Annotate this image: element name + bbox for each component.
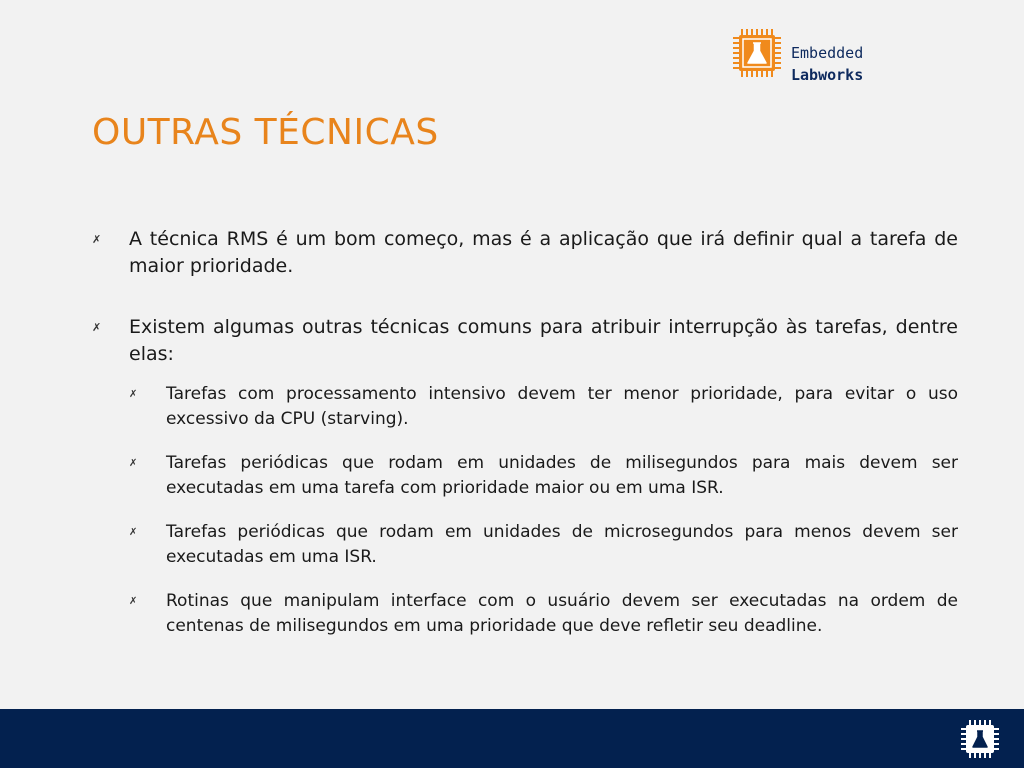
sub-bullet-text: Tarefas periódicas que rodam em unidades de microsegundos para menos devem ser executadas em uma ISR.	[166, 522, 958, 567]
sub-bullet-item	[129, 589, 958, 639]
bullet-icon: ✗	[92, 233, 102, 246]
chip-flask-icon	[960, 719, 1000, 759]
bullet-list	[92, 226, 958, 658]
sub-bullet-item	[129, 382, 958, 432]
bullet-icon: ✗	[129, 389, 138, 400]
sub-bullet-item	[129, 520, 958, 570]
brand-line-1: Embedded	[791, 44, 864, 62]
bullet-icon: ✗	[129, 596, 138, 607]
bullet-icon: ✗	[129, 527, 138, 538]
brand-line-2: Labworks	[791, 66, 864, 84]
slide-title: OUTRAS TÉCNICAS	[92, 112, 439, 153]
bullet-item	[92, 314, 958, 368]
sub-bullet-text: Rotinas que manipulam interface com o usuário devem ser executadas na ordem de centenas de milisegundos em uma prioridade que deve refletir seu deadline.	[166, 591, 958, 636]
bullet-item	[92, 226, 958, 280]
bullet-icon: ✗	[92, 321, 102, 334]
sub-bullet-item	[129, 451, 958, 501]
embedded-labworks-logo	[731, 27, 891, 87]
chip-flask-icon	[731, 27, 783, 79]
bullet-icon: ✗	[129, 458, 138, 469]
bullet-text: A técnica RMS é um bom começo, mas é a aplicação que irá definir qual a tarefa de maior prioridade.	[129, 228, 958, 277]
footer-bar	[0, 709, 1024, 768]
sub-bullet-text: Tarefas com processamento intensivo devem ter menor prioridade, para evitar o uso excessivo da CPU (starving).	[166, 384, 958, 429]
bullet-text: Existem algumas outras técnicas comuns para atribuir interrupção às tarefas, dentre elas:	[129, 316, 958, 365]
sub-bullet-text: Tarefas periódicas que rodam em unidades de milisegundos para mais devem ser executadas em uma tarefa com prioridade maior ou em uma ISR.	[166, 453, 958, 498]
